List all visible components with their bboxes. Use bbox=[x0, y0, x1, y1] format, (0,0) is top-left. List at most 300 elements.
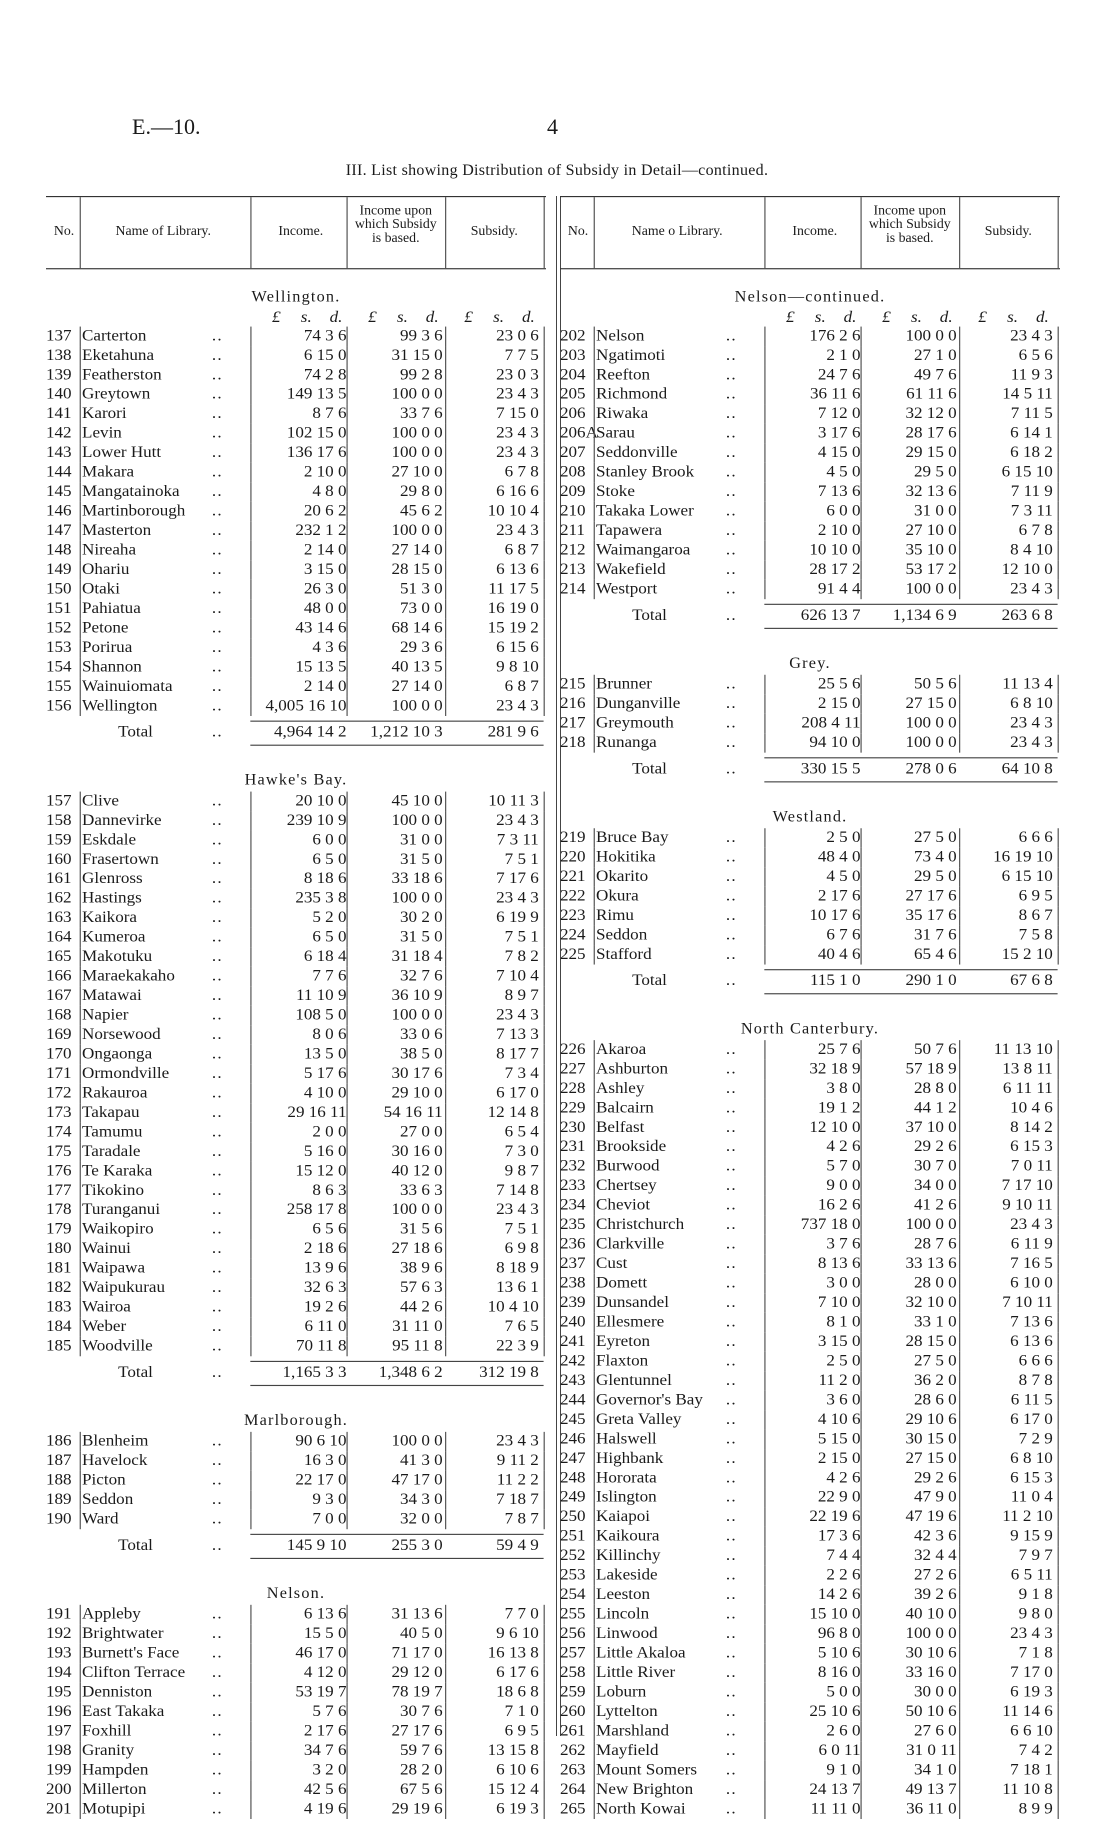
column-rule bbox=[445, 1471, 446, 1490]
currency-unit-label: s. bbox=[814, 308, 826, 327]
column-rule bbox=[764, 694, 765, 713]
row-number: 162 bbox=[46, 888, 72, 908]
column-rule bbox=[764, 1624, 765, 1643]
column-rule bbox=[1058, 366, 1059, 385]
row-number: 184 bbox=[46, 1317, 72, 1336]
library-name: Okura bbox=[596, 886, 639, 905]
row-number: 159 bbox=[46, 830, 72, 849]
column-rule bbox=[1058, 848, 1059, 867]
income-based-value: 29 10 0 bbox=[391, 1083, 443, 1102]
column-rule bbox=[445, 1084, 446, 1103]
income-based-value: 100 0 0 bbox=[905, 579, 957, 599]
subsidy-value: 6 15 10 bbox=[1001, 867, 1053, 886]
table-row bbox=[560, 1215, 1060, 1234]
row-number: 262 bbox=[560, 1741, 586, 1760]
row-number: 240 bbox=[560, 1312, 586, 1332]
column-rule bbox=[764, 1663, 765, 1682]
column-rule bbox=[959, 1585, 960, 1604]
column-rule bbox=[764, 945, 765, 964]
column-rule bbox=[959, 1313, 960, 1332]
total-rule bbox=[250, 1361, 543, 1362]
column-rule bbox=[80, 619, 81, 638]
column-rule bbox=[445, 697, 446, 716]
total-subsidy: 263 6 8 bbox=[1001, 606, 1053, 625]
column-rule bbox=[959, 906, 960, 925]
library-name: Cust bbox=[596, 1254, 628, 1273]
leader-dots: .. bbox=[211, 1451, 223, 1470]
row-number: 237 bbox=[560, 1254, 586, 1273]
column-rule bbox=[250, 869, 251, 888]
column-rule bbox=[544, 1644, 545, 1663]
subsidy-value: 23 0 3 bbox=[496, 365, 539, 384]
income-based-value: 34 0 0 bbox=[914, 1176, 957, 1195]
subsidy-value: 10 10 4 bbox=[487, 501, 539, 521]
column-rule bbox=[250, 1298, 251, 1317]
column-rule bbox=[346, 1451, 347, 1470]
library-name: Nireaha bbox=[82, 540, 137, 560]
column-rule bbox=[80, 541, 81, 560]
column-rule bbox=[346, 1490, 347, 1509]
column-rule bbox=[860, 1624, 861, 1643]
column-rule bbox=[860, 1391, 861, 1410]
leader-dots: .. bbox=[725, 971, 737, 990]
column-rule bbox=[860, 1663, 861, 1682]
column-header bbox=[560, 196, 1060, 269]
table-row bbox=[560, 906, 1060, 925]
leader-dots: .. bbox=[211, 1278, 223, 1297]
income-based-value: 31 5 0 bbox=[400, 927, 443, 947]
table-row bbox=[46, 1741, 546, 1760]
library-name: Taradale bbox=[82, 1142, 141, 1161]
subsidy-value: 9 6 10 bbox=[496, 1624, 539, 1643]
column-rule bbox=[764, 521, 765, 540]
library-name: Rakauroa bbox=[82, 1083, 148, 1102]
library-name: Westport bbox=[596, 579, 658, 599]
leader-dots: .. bbox=[725, 1468, 737, 1487]
leader-dots: .. bbox=[211, 722, 223, 742]
column-rule bbox=[860, 1683, 861, 1702]
column-rule bbox=[346, 541, 347, 560]
column-rule bbox=[544, 831, 545, 850]
column-rule bbox=[250, 947, 251, 966]
column-header bbox=[46, 196, 546, 269]
column-rule bbox=[80, 404, 81, 423]
column-rule bbox=[544, 424, 545, 443]
table-row bbox=[560, 1741, 1060, 1760]
leader-dots: .. bbox=[725, 1273, 737, 1293]
column-rule bbox=[764, 1254, 765, 1273]
table-row bbox=[46, 1663, 546, 1682]
subsidy-value: 7 5 1 bbox=[504, 1219, 539, 1239]
column-rule bbox=[764, 197, 765, 268]
column-rule bbox=[764, 1118, 765, 1137]
subsidy-value: 7 1 8 bbox=[1018, 1643, 1053, 1663]
leader-dots: .. bbox=[725, 365, 737, 384]
column-rule bbox=[959, 1605, 960, 1624]
income-value: 2 14 0 bbox=[303, 540, 347, 560]
leader-dots: .. bbox=[211, 1643, 223, 1663]
column-rule bbox=[544, 366, 545, 385]
column-rule bbox=[250, 1064, 251, 1083]
income-based-value: 31 18 4 bbox=[391, 947, 443, 966]
library-name: Christchurch bbox=[596, 1215, 685, 1234]
row-number: 263 bbox=[560, 1760, 586, 1779]
column-rule bbox=[80, 677, 81, 696]
column-rule bbox=[1058, 1585, 1059, 1604]
column-rule bbox=[594, 1274, 595, 1293]
income-based-value: 29 5 0 bbox=[914, 867, 957, 886]
column-rule bbox=[764, 541, 765, 560]
income-value: 2 10 0 bbox=[303, 462, 347, 482]
subsidy-value: 8 9 7 bbox=[504, 986, 539, 1005]
table-row bbox=[46, 1278, 546, 1297]
income-based-value: 100 0 0 bbox=[905, 713, 957, 733]
column-rule bbox=[346, 986, 347, 1005]
column-rule bbox=[445, 1181, 446, 1200]
column-rule bbox=[346, 482, 347, 501]
library-name: East Takaka bbox=[82, 1702, 165, 1721]
column-rule bbox=[346, 928, 347, 947]
total-subsidy: 64 10 8 bbox=[1001, 759, 1053, 778]
column-rule bbox=[959, 1138, 960, 1157]
column-rule bbox=[1058, 580, 1059, 599]
library-name: Porirua bbox=[82, 638, 133, 657]
column-rule bbox=[544, 580, 545, 599]
column-rule bbox=[346, 1761, 347, 1780]
column-rule bbox=[445, 366, 446, 385]
income-value: 24 7 6 bbox=[817, 365, 861, 384]
library-name: Flaxton bbox=[596, 1351, 649, 1371]
column-rule bbox=[594, 1352, 595, 1371]
column-rule bbox=[764, 1313, 765, 1332]
subsidy-value: 16 19 0 bbox=[487, 599, 539, 618]
row-number: 151 bbox=[46, 599, 72, 618]
column-rule bbox=[860, 463, 861, 482]
column-rule bbox=[764, 1644, 765, 1663]
column-rule bbox=[346, 1605, 347, 1624]
income-value: 7 0 0 bbox=[312, 1509, 347, 1529]
column-rule bbox=[594, 1507, 595, 1526]
library-name: Ward bbox=[82, 1509, 119, 1529]
table-row bbox=[46, 1337, 546, 1356]
subsidy-value: 23 4 3 bbox=[496, 443, 539, 462]
table-row bbox=[560, 1722, 1060, 1741]
column-rule bbox=[594, 828, 595, 847]
income-value: 5 15 0 bbox=[817, 1429, 861, 1448]
column-rule bbox=[959, 1196, 960, 1215]
total-subsidy: 312 19 8 bbox=[479, 1363, 539, 1382]
income-based-value: 47 19 6 bbox=[905, 1507, 957, 1526]
column-rule bbox=[346, 1278, 347, 1297]
row-number: 180 bbox=[46, 1239, 72, 1258]
income-value: 2 17 6 bbox=[817, 886, 861, 905]
row-number: 260 bbox=[560, 1702, 586, 1721]
row-number: 177 bbox=[46, 1181, 72, 1200]
column-rule bbox=[860, 1196, 861, 1215]
column-rule bbox=[544, 967, 545, 986]
column-rule bbox=[1058, 502, 1059, 521]
subsidy-value: 23 4 3 bbox=[1010, 1624, 1053, 1643]
section-title: Wellington. bbox=[251, 287, 341, 305]
income-value: 2 6 0 bbox=[826, 1721, 861, 1740]
column-rule bbox=[959, 1352, 960, 1371]
section-1 bbox=[560, 652, 1060, 785]
column-rule bbox=[764, 1702, 765, 1721]
column-rule bbox=[594, 424, 595, 443]
library-name: Norsewood bbox=[82, 1025, 161, 1044]
row-number: 178 bbox=[46, 1200, 72, 1219]
table-row bbox=[560, 1196, 1060, 1215]
subsidy-value: 6 15 6 bbox=[496, 638, 539, 657]
column-rule bbox=[544, 404, 545, 423]
column-rule bbox=[594, 1624, 595, 1643]
column-rule bbox=[764, 733, 765, 752]
table-row bbox=[560, 1761, 1060, 1780]
column-rule bbox=[80, 1317, 81, 1336]
column-rule bbox=[250, 1337, 251, 1356]
leader-dots: .. bbox=[211, 1536, 223, 1555]
subsidy-value: 7 6 5 bbox=[504, 1317, 539, 1336]
column-rule bbox=[959, 1527, 960, 1546]
table-row bbox=[46, 908, 546, 927]
income-based-value: 31 11 0 bbox=[392, 1317, 443, 1336]
income-value: 34 7 6 bbox=[303, 1741, 347, 1760]
column-rule bbox=[1058, 1527, 1059, 1546]
income-value: 4,005 16 10 bbox=[265, 696, 347, 715]
row-number: 192 bbox=[46, 1624, 72, 1643]
column-rule bbox=[445, 831, 446, 850]
income-based-value: 35 17 6 bbox=[905, 906, 957, 925]
income-value: 258 17 8 bbox=[286, 1200, 347, 1219]
column-rule bbox=[860, 1566, 861, 1585]
subsidy-value: 6 8 10 bbox=[1010, 1449, 1053, 1468]
table-row bbox=[560, 1585, 1060, 1604]
leader-dots: .. bbox=[725, 1098, 737, 1117]
column-rule bbox=[445, 463, 446, 482]
income-based-value: 36 2 0 bbox=[914, 1371, 957, 1390]
leader-dots: .. bbox=[725, 1390, 737, 1409]
column-rule bbox=[445, 1702, 446, 1721]
library-name: Burwood bbox=[596, 1156, 660, 1176]
column-rule bbox=[1058, 1663, 1059, 1682]
column-rule bbox=[594, 1800, 595, 1819]
leader-dots: .. bbox=[725, 606, 737, 625]
section-1 bbox=[46, 769, 546, 1389]
column-rule bbox=[445, 1162, 446, 1181]
income-value: 6 0 11 bbox=[818, 1741, 861, 1760]
total-income: 115 1 0 bbox=[809, 971, 861, 990]
library-name: Te Karaka bbox=[82, 1161, 153, 1180]
leader-dots: .. bbox=[725, 1624, 737, 1643]
subsidy-value: 12 14 8 bbox=[487, 1103, 539, 1122]
column-rule bbox=[544, 658, 545, 677]
column-rule bbox=[80, 1741, 81, 1760]
column-rule bbox=[860, 1313, 861, 1332]
column-rule bbox=[594, 1157, 595, 1176]
row-number: 225 bbox=[560, 945, 586, 964]
column-rule bbox=[594, 714, 595, 733]
table-row bbox=[560, 694, 1060, 713]
column-rule bbox=[860, 694, 861, 713]
row-number: 235 bbox=[560, 1215, 586, 1234]
subsidy-value: 23 4 3 bbox=[496, 696, 539, 715]
income-based-value: 68 14 6 bbox=[391, 618, 443, 637]
subsidy-value: 9 11 2 bbox=[496, 1451, 539, 1470]
column-rule bbox=[250, 443, 251, 462]
column-rule bbox=[1058, 1079, 1059, 1098]
column-rule bbox=[544, 1006, 545, 1025]
table-row bbox=[46, 1605, 546, 1624]
column-header-name: Name o Library. bbox=[631, 224, 723, 239]
column-rule bbox=[1058, 1391, 1059, 1410]
table-row bbox=[46, 1683, 546, 1702]
row-number: 214 bbox=[560, 579, 586, 599]
row-number: 172 bbox=[46, 1083, 72, 1102]
column-rule bbox=[80, 385, 81, 404]
column-rule bbox=[544, 1123, 545, 1142]
table-row bbox=[46, 1722, 546, 1741]
leader-dots: .. bbox=[211, 365, 223, 384]
row-number: 254 bbox=[560, 1585, 586, 1604]
library-name: Foxhill bbox=[82, 1721, 132, 1740]
row-number: 138 bbox=[46, 346, 72, 365]
column-rule bbox=[860, 1099, 861, 1118]
library-name: Akaroa bbox=[596, 1040, 647, 1059]
column-rule bbox=[959, 1566, 960, 1585]
row-number: 213 bbox=[560, 560, 586, 579]
leader-dots: .. bbox=[725, 443, 737, 462]
row-number: 248 bbox=[560, 1468, 586, 1487]
column-rule bbox=[80, 1624, 81, 1643]
column-rule bbox=[544, 1722, 545, 1741]
income-based-value: 99 2 8 bbox=[400, 365, 443, 384]
column-rule bbox=[445, 424, 446, 443]
row-number: 170 bbox=[46, 1044, 72, 1064]
income-based-value: 28 7 6 bbox=[914, 1234, 957, 1254]
column-rule bbox=[860, 1176, 861, 1195]
column-rule bbox=[80, 908, 81, 927]
row-number: 158 bbox=[46, 811, 72, 830]
column-rule bbox=[445, 638, 446, 657]
column-rule bbox=[80, 197, 81, 268]
income-based-value: 99 3 6 bbox=[400, 326, 443, 345]
column-rule bbox=[860, 197, 861, 268]
column-rule bbox=[1058, 714, 1059, 733]
column-rule bbox=[346, 1510, 347, 1529]
leader-dots: .. bbox=[725, 1721, 737, 1740]
row-number: 174 bbox=[46, 1122, 72, 1141]
income-based-value: 31 15 0 bbox=[391, 346, 443, 365]
column-rule bbox=[250, 986, 251, 1005]
column-rule bbox=[764, 1722, 765, 1741]
column-rule bbox=[860, 1488, 861, 1507]
column-rule bbox=[250, 599, 251, 618]
column-rule bbox=[346, 1298, 347, 1317]
column-rule bbox=[594, 1702, 595, 1721]
column-rule bbox=[445, 869, 446, 888]
library-name: Levin bbox=[82, 423, 122, 443]
column-rule bbox=[594, 848, 595, 867]
currency-header bbox=[560, 308, 1060, 326]
table-row bbox=[560, 1488, 1060, 1507]
page-title: III. List showing Distribution of Subsidy in Detail—continued. bbox=[345, 162, 769, 179]
income-based-value: 37 10 0 bbox=[905, 1118, 957, 1137]
income-value: 149 13 5 bbox=[286, 384, 347, 404]
income-value: 25 7 6 bbox=[817, 1040, 861, 1059]
column-rule bbox=[959, 867, 960, 886]
leader-dots: .. bbox=[725, 1215, 737, 1234]
library-name: Granity bbox=[82, 1741, 135, 1760]
subsidy-value: 11 13 10 bbox=[993, 1040, 1053, 1059]
column-rule bbox=[594, 926, 595, 945]
subsidy-value: 11 9 3 bbox=[1010, 365, 1053, 384]
column-rule bbox=[80, 1683, 81, 1702]
subsidy-value: 7 17 10 bbox=[1001, 1176, 1053, 1195]
library-name: Ongaonga bbox=[82, 1044, 153, 1064]
column-rule bbox=[860, 1644, 861, 1663]
column-rule bbox=[250, 1259, 251, 1278]
subsidy-value: 11 10 8 bbox=[1002, 1780, 1053, 1799]
income-value: 90 6 10 bbox=[295, 1431, 347, 1451]
column-rule bbox=[764, 1469, 765, 1488]
library-name: Kaikora bbox=[82, 908, 137, 927]
column-rule bbox=[346, 1683, 347, 1702]
section-title: Westland. bbox=[772, 807, 848, 825]
table-row bbox=[46, 424, 546, 443]
column-rule bbox=[80, 697, 81, 716]
table-row bbox=[46, 1490, 546, 1509]
row-number: 239 bbox=[560, 1293, 586, 1312]
subsidy-value: 6 16 6 bbox=[496, 482, 539, 501]
library-name: Little Akaloa bbox=[596, 1643, 686, 1663]
table-row bbox=[46, 1317, 546, 1336]
table-row bbox=[560, 1624, 1060, 1643]
column-rule bbox=[594, 1040, 595, 1059]
income-value: 11 2 0 bbox=[818, 1371, 861, 1390]
column-rule bbox=[544, 1800, 545, 1819]
subsidy-value: 6 17 0 bbox=[496, 1083, 539, 1102]
table-row bbox=[46, 1780, 546, 1799]
column-rule bbox=[346, 197, 347, 268]
column-rule bbox=[445, 1123, 446, 1142]
income-based-value: 33 1 0 bbox=[914, 1312, 957, 1332]
column-rule bbox=[445, 677, 446, 696]
leader-dots: .. bbox=[725, 1059, 737, 1078]
library-name: Ashley bbox=[596, 1079, 645, 1098]
column-rule bbox=[80, 658, 81, 677]
row-number: 221 bbox=[560, 867, 586, 886]
income-value: 9 0 0 bbox=[826, 1176, 861, 1195]
library-name: Eketahuna bbox=[82, 346, 155, 365]
column-rule bbox=[346, 404, 347, 423]
column-rule bbox=[250, 850, 251, 869]
column-rule bbox=[594, 1313, 595, 1332]
subsidy-value: 6 11 11 bbox=[1002, 1079, 1053, 1098]
column-rule bbox=[594, 1079, 595, 1098]
leader-dots: .. bbox=[211, 1317, 223, 1336]
column-rule bbox=[860, 1546, 861, 1565]
row-number: 204 bbox=[560, 365, 586, 384]
section-title: Marlborough. bbox=[243, 1411, 349, 1429]
column-rule bbox=[1058, 521, 1059, 540]
column-rule bbox=[544, 1471, 545, 1490]
column-rule bbox=[250, 697, 251, 716]
library-name: Burnett's Face bbox=[82, 1643, 180, 1663]
income-based-value: 41 3 0 bbox=[400, 1451, 443, 1470]
column-rule bbox=[594, 560, 595, 579]
income-based-value: 30 15 0 bbox=[905, 1429, 957, 1448]
subsidy-value: 10 11 3 bbox=[488, 791, 539, 810]
